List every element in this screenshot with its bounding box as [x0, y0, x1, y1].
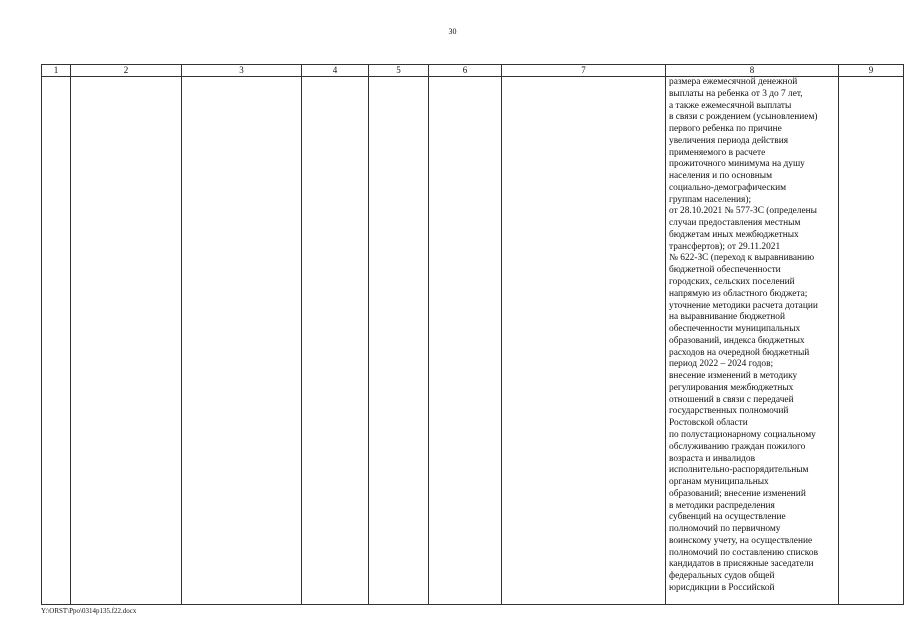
text-line: прожиточного минимума на душу	[669, 159, 805, 170]
text-line: обслуживанию граждан пожилого	[669, 441, 806, 452]
text-line: случаи предоставления местным	[669, 218, 801, 229]
table-header-row	[42, 65, 904, 77]
column-header: 3	[182, 65, 302, 77]
text-line: а также ежемесячной выплаты	[669, 100, 792, 111]
text-line: расходов на очередной бюджетный	[669, 347, 810, 358]
text-line: отношений в связи с передачей	[669, 394, 794, 405]
text-line: первого ребенка по причине	[669, 124, 782, 135]
text-line: группам населения);	[669, 194, 752, 205]
table-cell	[302, 77, 369, 605]
text-line: период 2022 – 2024 годов;	[669, 359, 774, 370]
page-number: 30	[448, 27, 457, 36]
column-header: 7	[502, 65, 666, 77]
text-line: от 28.10.2021 № 577-ЗС (определены	[669, 206, 817, 217]
text-line: обеспеченности муниципальных	[669, 324, 801, 335]
text-line: бюджетам иных межбюджетных	[669, 229, 799, 240]
text-line: № 622-ЗС (переход к выравниванию	[669, 253, 815, 264]
text-line: выплаты на ребенка от 3 до 7 лет,	[669, 88, 803, 99]
text-line: размера ежемесячной денежной	[669, 77, 798, 87]
column-header: 4	[302, 65, 369, 77]
text-line: в методики распределения	[669, 500, 775, 511]
text-line: в связи с рождением (усыновлением)	[669, 112, 818, 123]
text-line: Ростовской области	[669, 418, 748, 429]
column-header: 9	[839, 65, 904, 77]
text-line: трансфертов); от 29.11.2021	[669, 241, 781, 252]
text-line: исполнительно-распорядительным	[669, 465, 809, 476]
text-line: воинскому учету, на осуществление	[669, 535, 813, 546]
table-cell	[71, 77, 182, 605]
document-table	[41, 64, 904, 605]
text-line: увеличения периода действия	[669, 135, 789, 146]
text-line: возраста и инвалидов	[669, 453, 756, 464]
text-line: внесение изменений в методику	[669, 371, 798, 382]
text-line: регулирования межбюджетных	[669, 382, 794, 393]
column-header: 6	[429, 65, 502, 77]
text-line: образований, индекса бюджетных	[669, 335, 805, 346]
text-line: субвенций на осуществление	[669, 512, 786, 523]
table-cell	[502, 77, 666, 605]
table-cell	[429, 77, 502, 605]
text-line: напрямую из областного бюджета;	[669, 288, 808, 299]
text-line: кандидатов в присяжные заседатели	[669, 559, 814, 570]
text-line: юрисдикции в Российской	[669, 582, 775, 593]
column-header: 8	[666, 65, 839, 77]
text-line: полномочий по составлению списков	[669, 547, 818, 558]
text-line: применяемого в расчете	[669, 147, 766, 158]
table-cell-column-8	[666, 77, 839, 605]
column-header: 5	[369, 65, 429, 77]
text-line: полномочий по первичному	[669, 524, 781, 535]
table-cell	[182, 77, 302, 605]
text-line: уточнение методики расчета дотации	[669, 300, 818, 311]
column-header: 2	[71, 65, 182, 77]
text-line: бюджетной обеспеченности	[669, 265, 781, 276]
text-line: по полустационарному социальному	[669, 429, 816, 440]
table-cell	[839, 77, 904, 605]
text-line: на выравнивание бюджетной	[669, 312, 785, 323]
text-line: городских, сельских поселений	[669, 277, 795, 288]
footer-file-path: Y:\ORST\Ppo\0314p135.f22.docx	[41, 607, 137, 615]
text-line: населения и по основным	[669, 171, 773, 182]
column-8-text	[666, 77, 838, 595]
table-row	[42, 77, 904, 605]
text-line: образований; внесение изменений	[669, 488, 806, 499]
table-cell	[42, 77, 71, 605]
text-line: органам муниципальных	[669, 477, 769, 488]
table-cell	[369, 77, 429, 605]
column-header: 1	[42, 65, 71, 77]
text-line: социально-демографическим	[669, 182, 787, 193]
text-line: федеральных судов общей	[669, 571, 775, 582]
text-line: государственных полномочий	[669, 406, 789, 417]
